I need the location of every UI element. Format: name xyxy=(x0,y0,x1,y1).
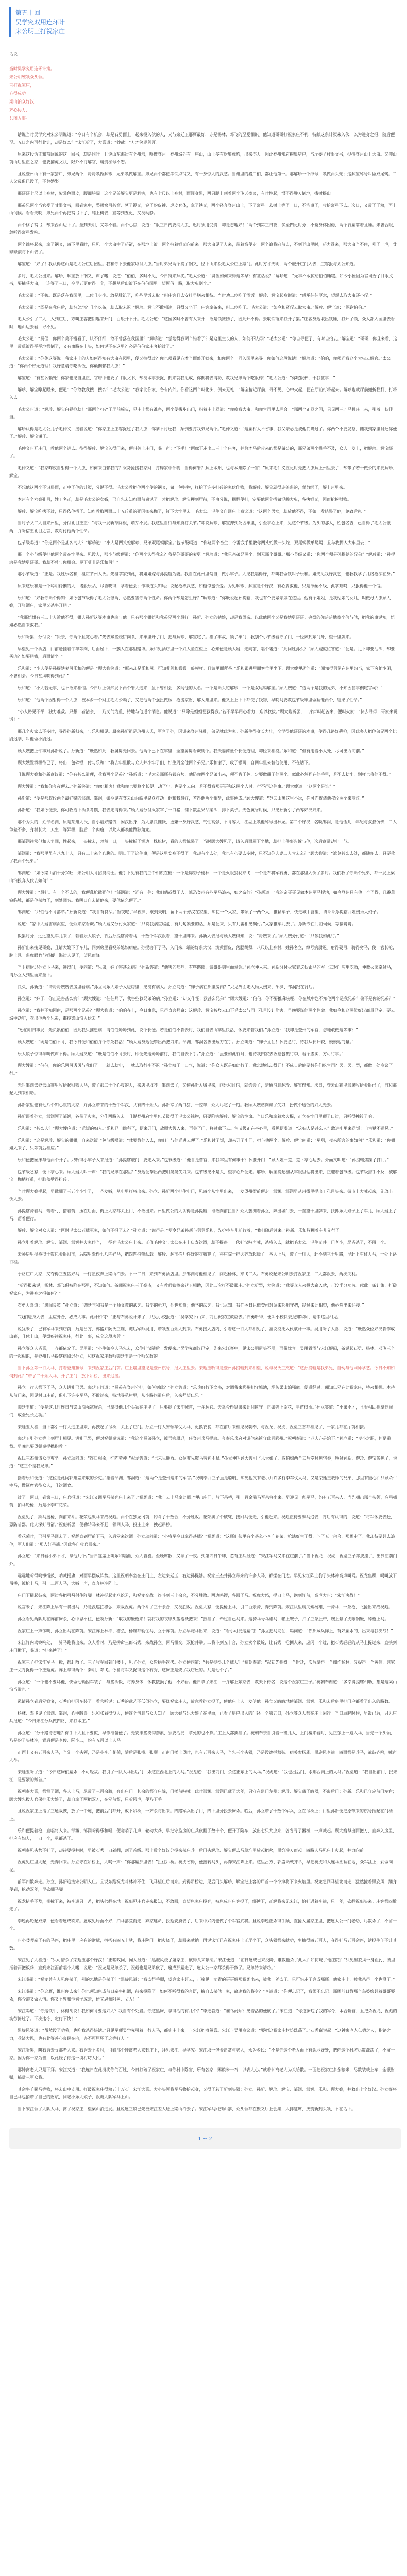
paragraph: 邹渊道：“我那里虽有八九十人，只有二十来个心腹的。明日干了这件事，便是这里安身不得了。我却有个去处，我也有心要去多时，只不知你夫妻二人肯去么？”顾大嫂道：“遮莫甚么去处，都随你去，只要救了我两个兄弟。” xyxy=(9,851,395,863)
paragraph: 说犹未了，已有军马来到店前，乃是吕方、郭盛并阮氏三雄，随后军师吴用，带领五百余人到来。石勇接入店内，引着这一行人都相见了，备说投托入伙献计一事。吴用听了大喜，说道：“既然众位好汉肯作成山寨，且休上山，便烦疾往祝家庄，行此一事，成全这段功劳。” xyxy=(9,1327,395,1339)
verse-line: 三打祝家庄， xyxy=(9,83,34,88)
paragraph: 乐和便把匣床与他两个开了。只听得小牢子入来报道：“孙提辖敲门，要走入来。”包节级道：“他自是营官，来我牢里有何事干？休要开门！”顾大嫂一踅，踅下亭心边去。外面又叫道：“孙提辖焦躁了打门。” xyxy=(18,1158,389,1162)
paragraph: 那哥哥七尺以上身材，紫棠色面皮，腰细膀阔。这个兄弟解宝更是利害，也有七尺以上身材，面圆身黑，两只腿上刺着两个飞天夜叉，有时性起，恨不得腾天倒地，拔树摇山。 xyxy=(18,191,335,196)
paragraph: 孙新家里也有七八个知心腹的火家，并孙立带来的十数个军汉，共有四十余人。孙新宰了两口猪、一腔羊，众人尽吃了一饱。教顾大嫂贴肉藏了尖刀，扮做个送饭的妇人先去。 xyxy=(18,1103,335,1107)
paragraph: 孙立道：“分十路待怎地？你手下人且不要慌，早作准备便了。先安排些挠钩套索，须要活捉，拿死的也不算。”庄上人都披挂了。祝朝奉亲自引着一班儿人，上门楼来看时，见正东上一彪人马，当先一个头领，乃是豹子头林冲，背后便是李俊、阮小二，约有五百以上人马。 xyxy=(9,1731,395,1743)
paragraph: 本州有个六案孔目，姓王名正，却是毛太公的女婿，已自先去知府面前禀说了。才把解珍、解宝押到厅前，不由分说，捆翻便打，定要他两个招做混赖大虫，各执钢叉，因而抢掳财物。 xyxy=(18,497,351,502)
paragraph: 原来这乐和是一个聪明伶俐的人，诸般乐品，尽皆晓得，学着便会；作事道头知尾；说起枪棒武艺，如糖似蜜价爱。为见解珍、解宝是个好汉，有心要救他，只是单丝不线，孤掌难鸣，只报得他一个信。 xyxy=(18,584,384,588)
greeting: 话说…… xyxy=(9,52,26,56)
highlighted-paragraph: 当下孙立等一行人马，打着登州旗号，来到祝家庄后门前。庄上墙里望见是登州旗号，报入庄里去。栾廷玉听得是登州孙提辖到来相望，说与祝氏三杰道：“这孙提辖是我弟兄，自幼与他同师学艺。今日不知如何到此？”带了二十余人马，开了庄门，放下吊桥，出来迎接。 xyxy=(9,1366,395,1378)
paragraph: 顾大嫂道：“最好。有一个不去的，我便乱枪戳死他！”邹润道：“还有一件：我们倘或得了人，诚恐登州有些军马追来，如之奈何？”孙新道：“我的亲哥哥见做本州军马提辖，如今登州只有他一个了得，几番草寇临城，都是他杀散了，到处闻名。我明日自去请他来，要他依允便了。” xyxy=(9,890,395,903)
paragraph: 去卧房里搜检得十数包金银财宝，后院里牵得七八匹好马，把四匹捎带驮载。解珍、解宝拣几件好的衣服穿了，将庄院一把火齐放起烧了。各人上马，带了一行人，赶不到三十里路，早赶上车仗人马，一处上路行程。 xyxy=(9,1252,397,1264)
paragraph: 毛太公道：“贤侄，你两个莫不错看了，认不仔细，敢不曾落在我园里？”解珍道：“恁地得我两个错看了？是这里生长的人，如何不认得？”毛太公道：“你自寻便了，有时自抬去。”解宝道：“哥哥，你且来看，这里一带草滚得平平地都倒了，又有血路在上头，如何说不在这里？必是伯伯家庄客抬过了。” xyxy=(9,336,398,349)
chapter-title-line-1: 吴学究双用连环计 xyxy=(15,19,65,26)
chapter-title-block xyxy=(9,7,398,37)
paragraph: 解珍、解宝吃拷不过，只得依他招了。知府教取两面二十五斤重的死囚枷来枷了，钉下大牢里去。毛太公、毛仲义自回庄上商议道：“这两个男女，却放他不得，不如一发结果了他，免致后患。” xyxy=(18,509,366,514)
paragraph: 指着乐和便道：“这位是此间郓州差来取的公吏。”指着邹渊、邹润道：“这两个是登州送来的军官。”祝朝奉并三子虽是聪明，却见他又有老小并许多行李车仗人马，又是栾廷玉教师的兄弟，那里有疑心？只顾杀牛宰马，做筵席管待众人，且饮酒食。 xyxy=(9,1476,397,1488)
paragraph: 那邹润往常但和人争闹，性起来，一头撞去，忽然一日，一头撞折了涧边一株松树，看的人都惊呆了。当时顾大嫂见了，请入后面屋下坐地，却把上件事告诉与他，次后商量劫牢一节。 xyxy=(18,839,351,844)
paragraph: 其余牛羊骡马等物，将去山中支用。打破祝家庄得粮五十万石。宋江大喜。大小头领将军马收拾起身，又得了若干新到头领：孙立、孙新、解珍、解宝、邹渊、邹润、乐和、顾大嫂，并救出七个好汉。孙立等将自己马也捎带了自己的财赋，同老小乐大娘子，跟随大队军马上山。 xyxy=(9,2087,397,2099)
paragraph: 毛太公道：“你休这等说。我家庄上的人如何得知有大虫在园里，便又抬得过？你也须看见方才当面敲开锁来，和你两个一同入园里来寻。你如何这般说话！”解珍道：“伯伯，你须还我这个大虫去解官。”太公道：“你两个好无道理！我好意请你吃酒饭，你颠倒赖我大虫！” xyxy=(9,356,391,368)
paragraph: 解宝道：“有甚么赖处！你家也见当里正，官府中也委了甘限文书，却没本事去捉，倒来就我见成，你倒将去请功，教我兄弟两个吃限棒！”毛太公道：“你吃限棒，干我甚事！” xyxy=(18,376,335,380)
paragraph: 看花荣时，已引军马回去了。祝彪直到厅前下马，入后堂来饮酒。孙立动问道：“小将军今日拿得甚贼？”祝彪道：“这厮们伙里有个甚么小李广花荣，枪法好生了得，斗了五十余合，那厮走了。我却待要赶去追他，军人们道：‘那人好弓箭。’因此各自收兵回来。” xyxy=(9,1534,395,1547)
verse-line: 梁山泊众好汉， xyxy=(9,99,38,104)
paragraph: 正西上又有五百来人马，当先一个头领，乃是小李广花荣，随后是张横、张顺。正南门楼上望时，也有五百来人马，当先三个头领，乃是没遮拦穆弘、病关索杨雄、黑旋风李逵。四面都是兵马，战鼓齐鸣，喊声大举。 xyxy=(9,1750,397,1762)
body-text xyxy=(9,131,398,1360)
paragraph: 孙立等众人皆喜，一齐都依允了。吴用道：“小生如今人马先去，众位好汉随后一发便来。”吴学究商议已定，先来宋江寨中，见宋公明眉头不展，面带忧容。吴用置酒与宋江解闷，备说起石勇、杨林、邓飞三个的一起相识，是登州兵马提辖病尉迟孙立，和这祝家庄教师栾廷玉是一个师父教的。 xyxy=(9,1346,395,1359)
verse-line: 宋公明统领众头领。 xyxy=(9,75,46,79)
paragraph: “恐怕明日事发，先负累伯伯，因此我只推患病，请伯伯姆姆到此，说个长便。若是伯伯不肯去时，我们自去山寨里快活，休要来管我们。”孙立道：“我却是登州的军官，怎地敢做这等事？” xyxy=(18,1028,358,1032)
paragraph: 邹渊道：“如今梁山泊十分兴旺，宋公明大肯招贤纳士。他手下见有我的三个相识在彼：一个是锦豹子杨林，一个是火眼狻猊邓飞，一个是石将军石勇，都在那里入伙了多时。我们救了你两个兄弟，都一发上梁山泊投奔入伙去如何？” xyxy=(9,871,395,883)
paragraph: 说言未了，宋江阵上早有一将出马，乃是没遮拦穆弘，来战祝虎。两个斗了三十余合，又没胜败。祝彪大怒，便提枪上马，引二百余骑，奔到阵前。宋江队里病关索杨雄，一骑马，一条枪，飞抢出来战祝彪。 xyxy=(18,1605,393,1609)
paragraph: 庄门下擂起鼓来，两边各把弓弩射住阵脚。林冲挺起丈八蛇矛，和祝龙交战。连斗到三十余合，不分胜败。两边鸣锣，各回了马。祝虎大怒，提刀上马，跑到阵前，高声大叫：“宋江决战！” xyxy=(18,1593,360,1598)
paragraph: 于路庄户人家，又夺得三五匹好马，一行星夜奔上梁山泊去。不一二日，来到石勇酒店里。那邹渊与他相见了，问起杨林、邓飞二人。石勇说起宋公明去打祝家庄，二人都跟去，两次失利。 xyxy=(18,1272,360,1276)
paragraph: 顾大嫂道：“既是伯伯不肯，我今日便和伯伯并个你死我活！”顾大嫂身边便掣出两把刀来。邹渊、邹润各拔出短刀在手。孙立叫道：“婶子且住！休要急行，待我从长计较，慢慢地商量。” xyxy=(18,1040,354,1044)
paragraph: 李逵再轮起双斧，便看着扈成砍来。扈成见局面不好，拍马落荒而走，弃家逃命，投延安府去了，后来中兴内也做了个军官武将。且说李逵正杀得手顺，直抢入扈家庄里，把扈太公一门老幼，尽数杀了，不留一个。 xyxy=(9,1919,397,1931)
paragraph: 原来这段话正和前回说的这一回书，却是同时。且说山东海边有个州郡，唤做登州。登州城外有一座山，山上多有豺狼虎豹，出来伤人。因此登州知府拘集猎户，当厅委了杖限文书，捉捕登州山上大虫。又仰山前山后里正之家，也要捕虎文状，限外不行解官，痛责枷号不恕。 xyxy=(9,152,397,164)
paragraph: 黑旋风笑道：“虽然没了功劳，也吃我杀得快活。”只见军师吴学究引着一行人马，都到庄上来，与宋江把盏贺喜。宋江与吴用商议道：“要把这祝家庄村坊洗荡了。”石秀禀说起：“这钟离老人仁德之人，指路之力，救济大恩，也有此等善心良民在内，亦不可屈坏了这等好人。” xyxy=(9,2028,391,2041)
paragraph: 那小节级道：“正是。我姓乐名和，祖贯茅州人氏。先祖挈家到此，将姐姐嫁与孙提辖为妻。我自在此州里勾当，做小牢子。人见我唱得好，都叫我做铁叫子乐和。姐夫见我好武艺，也教我学了几路枪法在身。” xyxy=(18,572,395,577)
paragraph: 那几个火家去不多时，寻得孙新归来，与乐和相见。原来孙新祖是琼州人氏，军官子孙，因调来登州驻扎，弟兄就此为家。孙新生得身长力壮，全学得他哥哥的本事，使得几路好鞭枪，因此多人把他弟兄两个比尉迟恭，叫他做小尉迟。 xyxy=(9,729,397,741)
paragraph: 说道：“家中大嫂害病沉重，便烦来家看觑。”顾大嫂又分付火家道：“只说我病重临危，有几句紧要的话，须是便来，只有几番相见嘱付。”火家推车儿去了。孙新专在门前伺候，等接哥哥。 xyxy=(18,922,356,926)
verse-line: 方得成功。 xyxy=(9,91,30,96)
paragraph: 孙立道：“我并不知因由，是那两个兄弟？”顾大嫂道：“伯伯在上，今日事急，只得直言拜禀：这解珍、解宝被登云山下毛太公与同王孔目设计陷害，早晚要谋他两个性命。我如今和这两位好汉商量已定，要去城中劫牢，救出他两个兄弟，都投梁山泊入伙去。” xyxy=(9,1008,395,1021)
paragraph: 那一个小节级便把他两个带在牢里来。见没人，那小节级便道：“你两个认得我么？我是你哥哥的妻舅。”解珍道：“我只亲弟兄两个，别无那个哥哥。”那小节级又道：“你两个须是孙提辖的兄弟？”解珍道：“孙提辖是我姑舅哥哥。我却不曾与你相会。足下莫非是乐和舅？” xyxy=(9,552,396,565)
paragraph: 叫小喽啰牵了有的马匹，把庄里一应有的财赋，捎搭有四五十驮，将庄院门一把火烧了，却回来献纳。再说宋江已在祝家庄上正厅坐下，众头领都来献功，生擒得四五百人，夺得好马五百余匹，活捉牛羊不计其数。 xyxy=(9,1938,397,1951)
paragraph: 乐和道：“小人若无事，也不敢来相恼。今日厅上偶然发下两个罪人进来，虽不曾相会，多闻他的大名。一个是两头蛇解珍，一个是双尾蝎解宝。”顾大嫂道：“这两个是我的兄弟，不知因甚事倒吃官司？” xyxy=(18,686,383,690)
paragraph: 解宝道：“好了！我认得这山是毛太公庄后园里。我和你下去他家取讨大虫。”当时弟兄两个提了钢叉，径下山来投毛太公庄上敲门。此时方才天明，两个敲开庄门入去，庄客报与太公知道。 xyxy=(18,262,358,266)
paragraph: 栾廷玉道：“便是这几时连日与梁山泊强寇厮杀，已拿得他几个头领在庄里了。只要捉了宋江贼首，一并解官。天幸今得贤弟来此间镇守。正如锦上添花，旱苗得雨。”孙立笑道：“小弟不才，且看相助捉拿这厮们，成全兄长之功。” xyxy=(9,1405,393,1417)
paragraph: 顾大嫂道：“伯伯，你的乐阿舅透风与我们了。一就去劫牢，一就去取行李不迟。”孙立叹了一口气，说道：“你众人既是如此行了，我怎地推却得开！不成日后倒要替你们吃官司？罢，罢，罢，都做一处商议了行。” xyxy=(9,1063,393,1076)
paragraph: 孙新出来接见哥嫂，且请大嫂下了车儿，同到房里看视弟媳妇病症。孙提辖下了马，入门来，端的好条大汉，淡黄面皮，落腮胡须，八尺以上身材，姓孙名立，绰号病尉迟。射得硬弓，骑得劣马，使一管长枪，腕上悬一条虎眼竹节钢鞭。海边人见了，望风而降。 xyxy=(9,945,397,958)
paragraph: 话说当时吴学究对宋公明说道：“今日有个机会，却是石勇面上一起来投入伙的人，又与栾廷玉那厮最好，亦是杨林、邓飞的至爱相识。他知道哥哥打祝家庄不利，特献这条计策来入伙，以为进身之报，随后便至。五日之内可行此计，却是好么？”宋江听了，大喜道：“妙哉！”方才笑逐颜开。 xyxy=(9,132,395,145)
paragraph: 远远地听得鸣锣擂鼓，呐喊摇旗，对面早摆成阵势。这里祝朝奉坐在庄门上，左边栾廷玉，右边孙提辖。祝家三杰并孙立带来的许多人马，都摆在门边。早见宋江阵上豹子头林冲高声叫骂。祝龙焦躁，喝叫放下吊桥，绰枪上马，引一二百人马，大喊一声，直奔林冲阵上。 xyxy=(9,1573,397,1586)
paragraph: 当时顾大嫂手起，早戳翻了三五个小牢子，一齐发喊，从牢里打将出来。孙立、孙新两个把住牢门，见四个从牢里出来，一发望州衙前便走。邹渊、邹润早从州衙里提出王孔目头来。街市上大喊起来，先放出一伙人去。 xyxy=(9,1189,397,1201)
paragraph: 过了一两日，到第三日，庄兵报道：“宋江又调军马杀奔庄上来了。”祝彪道：“我自去上马拿此贼。”便出庄门，放下吊桥，引一百余骑马军杀将出来。早迎见一彪军马，约有五百来人。当先拥出那个头领，弯弓插箭，拍马轮枪，乃是小李广花荣。 xyxy=(9,1495,397,1507)
paragraph: 且说祝家庄上擂了三通战鼓，放了一个炮，把前后门都开，放下吊桥，一齐杀将出来。四路军兵出了门，四下里分投去厮杀。临后，孙立带了十数个军兵，立在吊桥上；门里孙新便把原带来的旗号插起在门楼上。 xyxy=(9,1809,393,1821)
paragraph: 两个跳将起来，拿了钢叉，四下里看时，只见一个大虫中了药箭，在那地上滚。两个拈着钢叉向前来。那大虫见了人来，带着箭便走。两个追将向前去，不到半山里时，药力透来，那大虫当不住，吼了一声，骨碌碌滚将下山去了。 xyxy=(9,242,397,255)
paragraph: 乐和道：“他两个因射得一个大虫，被本乡一个财主毛太公赖了，又把他两个强扭做贼，抢掳家财，解入州里来。他又上上下下都使了钱物，早晚间要教包节级牢里做翻他两个，结果了性命。” xyxy=(18,698,362,702)
paragraph: 孙立一行人都下了马，众人讲礼已罢。栾廷玉问道：“贤弟在登州守把，如何到此？”孙立答道：“总兵府行下文书，对调我来郓州把守城池，堤防梁山泊强寇。便道经过，闻知仁兄在此祝家庄，特来相探。本待从前门来，因见村口庄前，俱屯下许多军马，不敢过来，特地寻觅村里，从小路问道庄后，入来拜望仁兄。” xyxy=(9,1385,395,1398)
paragraph: 且说顾大嫂和孙新商议道：“你有甚么道理，救我两个兄弟？”孙新道：“毛太公那厮有钱有势，他防你两个兄弟出来，须不肯干休，定要做翻了他两个。似此必然死在他手里，若不去劫牢，别样也救他不得。” xyxy=(18,772,391,777)
verse-block xyxy=(9,65,398,123)
paragraph: 乐大娘子惊得半晌做声不得。顾大嫂又道：“既是伯伯不肯去时，即便先送姆姆前行，我们自去下手。”孙立道：“虽要如此行时，也待我归家去收拾包裹行李，看个虚实，方可行事。” xyxy=(18,1052,344,1056)
paragraph: 祝龙措手不及，倒撞下来，被李逵只一斧，把头劈翻在地。祝彪见庄兵走来报知，不敢回，直望扈家庄投奔，被扈成叫庄客捉了，绑缚下，正解将来见宋江，恰好遇着李逵，只一斧，砍翻祝彪头来。庄客都四散走了。 xyxy=(9,1899,397,1911)
paragraph: 多时，毛太公出来。解珍、解宝放下钢叉，声了喏，说道：“伯伯，多时不见，今日特来拜扰。”毛太公道：“贤侄如何来得这等早？有甚话说？”解珍道：“无事不敢惊动伯伯睡寝。如今小侄因为官司委了甘限文书，要捕获大虫，一连等了三日，今早五更射得一个，不想从后山滚下在伯伯园里。望烦借一路，取大虫则个。” xyxy=(9,274,393,286)
paragraph: 祝家庄上一声锣响，孙立出马在阵前。宋江阵上林冲、穆弘、杨雄都勒住马，立于阵前。孙立早跑马出来，说道：“看小可捉这厮们！”孙立把马兜住，喝问道：“你那贼兵阵上，有好厮杀的，出来与我决战！” xyxy=(18,1629,393,1633)
paragraph: 早望见一个酒店，门前悬挂着牛羊等肉，后面屋下，一簇人在那里赌博。乐和见酒店里一个妇人坐在柜上，心知便是顾大嫂，走向前，唱个喏道：“此间姓孙么？”顾大嫂慌忙答道：“便是。足下却要沽酒，却要买肉？如要赌钱，后面请坐。” xyxy=(9,647,395,659)
paragraph: 解珍、解宝对众人道：“叵耐毛太公老贼冤家，如何不报了去？”孙立道：“说得是。”便令兄弟孙新与舅舅乐和，先护持车儿前行着，“我们随后赶来。”孙新、乐和簇拥着车儿先行了。 xyxy=(18,1228,344,1233)
paragraph: 孙新跟着孙立，邹渊领了邹润，各带了火家，分作两路入去。且说登州府牢里包节级得了毛太公钱物，只要陷害解珍、解宝的性命。当日乐和拿着水火棍，正立在牢门里狮子口边，只听得拽铃子响。 xyxy=(18,1114,376,1119)
paragraph: 包节级喝道：“你这两个是甚么鸟人？”解珍道：“小人是两头蛇解珍，兄弟双尾蝎解宝。”包节级喝道：“你这两个畜生！今番我手里教你两头蛇做一头蛇，双尾蝎做单尾蝎！且与我押入大牢里去！” xyxy=(18,540,370,545)
paragraph: 宋江喝道：“你这厮，谁叫你去来？你也须知扈成前日牵牛担酒，前来投降了。如何不听得我的言语，擅自去杀他一家，故违我的将令？”李逵道：“你便忘记了，我须不忘记。那厮前日教那个鸟婆娘赶着哥哥要杀，你今却又做人情。你又不曾和他妹子成亲，便又思量阿舅、丈人！” xyxy=(9,1989,395,2002)
pagination xyxy=(9,2128,401,2149)
paragraph: 孙立道：“来日看小弟不才，拿他几个。”当日筵席上叫乐和唱曲，众人皆喜。至晚席散，又歇了一夜。到第四日午牌，忽有庄兵报道：“宋江军马又来在庄前了。”当下祝龙、祝虎、祝彪三子都披挂了，出到庄前门外。 xyxy=(9,1554,397,1566)
paragraph: 毛太公叫道：“解珍、解宝白昼抢劫！”那两个打碎了厅前椅桌，见庄上都有准备，两个便拔步出门，指着庄上骂道：“你赖我大虫，和你官司里去理会！”那两个正骂之间，只见两三匹马投庄上来，引着一伙伴当。 xyxy=(9,407,393,419)
paragraph: 祝虎见庄里火起，先奔回来。孙立守在吊桥上，大喝一声：“你那厮那里去！”拦住吊桥。祝虎省得，便拨转马头，再奔宋江阵上来。这里吕方、郭盛两戟齐举，早把祝虎和人连马搠翻在地，众军乱上，剁做肉泥。 xyxy=(9,1860,393,1872)
paragraph: 包节级忿怒，便下亭心来。顾大嫂大叫一声：“我的兄弟在那里？”身边便掣出两把明晃晃尖刀来。包节级见不是头，望亭心外便走。解珍、解宝提起枷从牢眼里钻将出来，正迎着包节级。包节级措手不及，被解宝一枷梢打重，把脑盖劈得粉碎。 xyxy=(9,1170,397,1182)
paragraph: 宋江喝道：“你这铁牛，休得胡说！我如何肯要这妇人？我自有个处置。你这黑厮，拿得活的有几个？”李逵答道：“谁鸟耐烦？见着活的便砍了。”宋江道：“你这厮违了我的军令，本合斩首，且把杀祝龙、祝彪的功劳折过了。下次违令，定行不饶！” xyxy=(9,2009,397,2021)
paragraph: 宋江阵内鸾铃响处，一骑马跑将出来。众人看时，乃是拚命三郎石秀，来战孙立。两马相交，双枪并举。二将斗到五十合，孙立卖个破绽，让石秀一枪搠入来，虚闪一个过，把石秀轻轻的从马上捉过来，直挟到庄门撇下，喝道：“把来缚了！” xyxy=(9,1640,397,1653)
paragraph: 祝朝奉大喜，都赏了酒，各人上马，尽带了三百余骑，奔出庄门。其余的都守庄院，门楼前呐喊。此时邹渊、邹润已藏了大斧，只守在监门左侧；解珍、解宝藏了暗器，不离后门；孙新、乐和已守定前门左右；顾大嫂先拨人兵保护乐大娘子，却自拿了两把双刀，在堂前踅，只听风声，便乃下手。 xyxy=(9,1789,397,1802)
paragraph: 孙提辖骑着马，弯着弓，搭着箭，压在后面，街上人家都关上门，不敢出来。州里做公的人认得是孙提辖，谁敢向前拦当？众人簇拥着孙立，奔出城门去，一直望十里牌来，扶搀乐大娘子上了车儿，顾大嫂上了马，帮着便行。 xyxy=(9,1209,397,1221)
paragraph: 宋江听罢，叫石秀去寻那老人来。石秀去不多时，引着那个钟离老人来到庄上，拜见宋江、吴学究。宋江取一包金帛赏与老人，永为乡民：“不是你这个老人面上有恁地好处，把你这个村坊尽数洗荡了，不留一家。因为你一家为善，以此饶了你这一境村坊人民。” xyxy=(9,2048,395,2060)
pagination-label[interactable]: 1 ~ 2 xyxy=(198,2136,212,2142)
paragraph: 孙立看见两队儿在阵前厮杀，心中忍不住，便唤孙新：“取我的鞭枪来！就将我的衣甲头盔袍袄把来！”披挂了，牵过自己马来。这骑马号乌骓马，鞴上鞍子，扣了三条肚带，腕上悬了虎眼钢鞭，绰枪上马。 xyxy=(18,1617,389,1621)
paragraph: 祝家三子把宋江军马一搅，都赶散了。三子收军回到门楼下，见了孙立，众皆拱手钦伏。孙立便问道：“共是捉得几个贼人？”祝朝奉道：“起初先捉得一个时迁，次后拿得一个细作杨林，又捉得一个黄信，扈家庄一丈青捉得一个王矮虎。阵上拿得两个：秦明、邓飞。今番将军又捉得这个石秀，这厮正是烧了我店屋的。共是七个了。” xyxy=(9,1660,395,1672)
paragraph: 孙新道：“我如今便去，你可收拾下酒食肴馔，我去定请得来。”顾大嫂分付火家宰了一口猪，铺下数盘果品案酒，排下桌子。天色黄昏时候，只见孙新引了两筹好汉归来。 xyxy=(18,808,325,812)
paragraph: 且说登州山下有一家猎户，弟兄两个，哥哥唤做解珍，兄弟唤做解宝。弟兄两个都使浑铁点钢叉，有一身惊人的武艺。当州里的猎户们，都让他第一。那解珍一个绰号，唤做两头蛇；这解宝绰号叫做双尾蝎。二人父母俱已没了，不曾婚娶。 xyxy=(9,172,397,184)
paragraph: 孙立引着解珍、解宝、邹渊、邹润并火家伴当，一径奔毛太公庄上来。正值毛仲义与太公在庄上庆寿饮酒，却不提备。一伙好汉呐声喊，杀将入去，就把毛太公、毛仲义并一门老小，尽皆杀了，不留一个。 xyxy=(18,1240,388,1245)
paragraph: 乐和道：“甚么人？”顾大嫂应道：“送饭的妇人。”乐和已自瞧科了，便来开门，放顾大嫂入来，再关了门，将过廊下去。包节级正在亭心里，看见便喝道：“这妇人是甚么人？敢进牢里来送饭！自古狱不通风。” xyxy=(18,1126,393,1131)
paragraph: 孙新道：“便是那叔侄两个最好赌的邹渊、邹润，如今见在登云山台峪里聚众打劫。他和我最好，若得他两个相帮，此事便成。”顾大嫂道：“登云山离这里不远，你可连夜请他叔侄两个来商议。” xyxy=(18,796,364,801)
paragraph: 先叫邹渊去登云山寨里收拾起财物人马，带了那二十个心腹的人，来店里取齐。邹渊去了，又使孙新入城里来，问乐和讨信，就约会了，暗通消息解珍、解宝得知。次日，登云山寨里邹渊收拾金银已了，自和那起人到来相助。 xyxy=(9,1083,397,1095)
paragraph: 毛仲义叫开庄门，教他两个进去。待得解珍、解宝入得门来，便叫关上庄门，喝一声：“下手！”两廊下走出二三十个庄客，并恰才马后带来的都是做公的，那兄弟两个措手不及，众人一发上，把解珍、解宝绑了。 xyxy=(9,446,393,459)
paragraph: 孙立道：“婶子，你正是害甚么病？”顾大嫂道：“伯伯拜了，我害些救兄弟的病。”孙立道：“却又作怪！救甚么兄弟？”顾大嫂道：“伯伯，你不要推聋装哑，你在城中岂不知他两个是我兄弟？偏不是你的兄弟？” xyxy=(18,996,396,1001)
paragraph: 石勇大喜道：“愿闻良策。”孙立道：“栾廷玉和我是一个师父教的武艺。我学的枪刀，他也知道；他学的武艺，我也尽知。我们今日只做登州对调来郓州守把，经过来此相望，他必然出来迎接。” xyxy=(18,1303,364,1308)
paragraph: 当下宋江领了大队人马，离了祝家庄，望梁山泊进发。且说扈三娘已先被宋江差人送上梁山泊去了。宋江军马回到山寨，众头领都在聚义厅上会集，大排筵席，庆贺新到头领，不在话下。 xyxy=(18,2107,355,2111)
paragraph: 当时子父二人自来州里，分付孔目王正：“与我一发斩草除根，萌芽不发。我这里自行与知府打关节。”却说解珍、解宝押到死囚牢里，引至亭心上来，见这个节级。为头的那人，姓包名吉，已自得了毛太公银两，并听信王孔目之言，教对付他两个性命。 xyxy=(9,521,391,533)
paragraph: 祝彪见了，跃马挺枪，向前来斗。花荣也纵马来战祝彪。两个在独龙冈前，约斗了十数合，不分胜败。花荣卖了个破绽，拨回马便走，引他赶来。祝彪正待要纵马追去，背后有认得的，说道：“将军休要去赶，恐防暗器。此人深好弓箭。”祝彪听罢，便勒转马来不赶，领回人马，投庄上来，拽起吊桥。 xyxy=(9,1515,395,1527)
paragraph: 不想他这两个不识局面，正中了他的计策，分说不得。毛太公教把他两个使的钢叉，做一包赃物，扛抬了许多打碎的家伙什物，将解珍、解宝剥得赤条条的，背剪绑了，解上州里来。 xyxy=(18,485,347,490)
verse-line: 当时吴学究用连环计策。 xyxy=(9,66,55,71)
verse-line: 共图大事。 xyxy=(9,116,30,121)
paragraph: 毛太公道：“不妨。既是落在我园里，二位且少坐。敢是肚饥了，吃些早饭去取。”叫庄客且去安排早膳来相待。当时劝二位吃了酒饭。解珍、解宝起身谢道：“感承伯伯厚意，望烦去取大虫还小侄。” xyxy=(18,293,372,298)
paragraph: 毛仲义道：“我家昨夜自射得一个大虫，如何来白赖我的？乘势抢掳我家财，打碎家中什物，当得何罪？解上本州，也与本州除了一害！”原来毛仲义五更时先把大虫解上州里去了，却带了若干做公的来捉解珍、解宝。 xyxy=(9,466,397,478)
verse-line: 齐心协力， xyxy=(9,108,30,112)
paragraph: 顾大嫂置酒相待已了，将出一包碎银，付与乐和：“将去牢里散与众人并小牢子们，好生周全他两个弟兄。”乐和谢了，收了银两，自回牢里来替他使用，不在话下。 xyxy=(18,760,313,765)
paragraph: “我们进身入去，里应外合，必成大事。此计如何？”正与石勇说计未了，只见小校报道：“吴学究下山来，前往祝家庄救应去。”石勇听得，便叫小校快去报知军师，请来这里相见。 xyxy=(18,1315,342,1319)
paragraph: 两个移了窝弓，却来西山边下了。坐到天明，又等不着。两个心焦，说道：“限三日内要纳大虫，迟时须用受责，却是怎地好！”两个到第三日夜，伏至四更时分，不觉身体困倦，两个背厮靠着且睡。未曾合眼，忽听得窝弓发响。 xyxy=(9,223,397,235)
paragraph: 顾大嫂把上件事对孙新说了。孙新道：“既然如此，教舅舅先回去。他两个已下在牢里，全望舅舅看觑则个。我夫妻商量个长便道理，却径来相投。”乐和道：“但有用着小人处，尽可出力向前。” xyxy=(18,749,364,753)
paragraph: 乐和便提着枪，直唱将入来。邹渊、邹润听得乐和唱，便唿哨了几声，轮动大斧，早把守监房的庄兵砍翻了数十个，便开了陷车，放出七只大虫来，各各寻了器械，一声喊起。顾大嫂掣出两把刀，直奔入房里，把应有妇人，一刀一个，尽都杀了。 xyxy=(9,1828,397,1841)
paragraph: 乐和道：“好教你两个得知：如今包节级得了毛太公银两，必然要害你两个性命。你两个却是怎生好？”解珍道：“你既说起孙提辖，我也有个要紧亲戚在这里。他有个姐姐，是我姑娘的女儿，叫做母大虫顾大嫂，开张酒店，家里又杀牛开赌。” xyxy=(9,596,391,608)
paragraph: 祝朝奉见头势不好了，却待要投井时，早被石秀一刀剁翻，割了首级。那十数个好汉分投来杀庄兵。后门头解珍、解宝便去马草堆里放起把火，黑焰冲天而起。四路人马见庄上火起，并力向前。 xyxy=(18,1848,368,1853)
body-text-after xyxy=(9,1384,398,2113)
paragraph: 解珍、解宝睁起眼来，便道：“你敢教我搜一搜么？”毛太公道：“我家比你家，各有内外。你看这两个叫化头，倒来无礼！”解宝抢近厅前，寻不见，心中火起，便在厅前打将起来。解珍也就厅前搬折栏杆，打将入去。 xyxy=(9,387,397,400)
paragraph: 解珍认得是毛太公儿子毛仲义，接着说道：“你家庄上庄客捉过了我大虫，你爹不讨还我，颠倒要打我弟兄两个。”毛仲义道：“这厮村人不省事，我父亲必是被他们瞒过了。你两个不要发怒，随我到家里讨还你便了。”解珍、解宝谢了。 xyxy=(9,427,397,439)
paragraph: 邹渊道：“只怕他不肯落草。”孙新说道：“我自有良法。”当夜吃了半夜酒，歇到天明，留下两个好汉在家里，却使一个火家，带领了一两个人，推辆车子，快走城中营里，请哥哥孙提辖并嫂嫂乐大娘子。 xyxy=(18,910,381,914)
paragraph: 顾大嫂道：“我和你今夜便去。”孙新笑道：“你好粗卤！我和你也要算个长便。劫了牢，也要个去向。若不得我那哥哥和这两个人时，行不得这件事。”顾大嫂道：“这两个是谁？” xyxy=(18,784,335,789)
paragraph: 当下病尉迟孙立下马来，进得门，便问道：“兄弟，婶子害甚么病？”孙新答道：“他害的病症，有些跷蹊，请哥哥到里面说话。”孙立便入来。孙新分付火家着这伙跟马的军士去对门店里吃酒，便教火家牵过马，请孙立入到里面来坐下。 xyxy=(9,965,395,977)
paragraph: 毛太公道：“既是在我庄后，却怕怎地？且坐吃茶，却去取未迟。”解珍、解宝不敢相违，只得又坐下。庄客拿茶来，叫二位吃了。毛太公道：“如今和贤侄去取大虫。”解珍、解宝道：“深谢伯伯。” xyxy=(18,305,366,310)
paragraph: 邀请孙立到后堂筵宴，石秀自把囚车装了。看官听说：石秀的武艺不低似孙立，要赚祝家庄人，故意教孙立捉了，使他庄上人一发信他。孙立又暗暗地使邹渊、邹润、乐和去后房里把门户都看了出入的路数。 xyxy=(18,1699,393,1704)
paragraph: “我那姐姐有三二十人近他不得，姐夫孙新这等本事也输与他。只有那个姐姐和我弟兄两个最好。孙新、孙立的姑娘，却是我母亲。以此他两个又是我姑舅哥哥。央烦的你暗暗地寄个信与他，把我的事说知，姐姐必然自来救我。” xyxy=(9,615,395,628)
paragraph: 那钟离老人只是下拜。宋江又道：“我连日在此搅扰你们百姓，今日打破了祝家庄，与你村中除害，所有各家，赐粮米一石，以表人心。”就着钟离老人为头给散。一面把祝家庄多余粮米，尽数装载上车，金银财赋，犒赏三军众将。 xyxy=(9,2067,395,2080)
paragraph: 那个为头的，姓邹名渊，原是莱州人氏，自小最好赌钱，闲汉出身，为人忠良慷慨，更兼一身好武艺，气性高强，不肯容人，江湖上唤他绰号出林龙。第二个好汉，名唤邹润，是他侄儿，年纪与叔叔仿佛，二人争差不多，身材长大，天生一等异相，脑后一个肉瘤，以此人都唤他做独角龙。 xyxy=(9,820,397,832)
paragraph: 良久，孙新道：“请哥哥嫂嫂去房里看病。”孙立同乐大娘子入进房里，见没有病人。孙立问道：“婶子病在那里房内？”只见外面走入顾大嫂来，邹渊、邹润跟在背后。 xyxy=(18,985,317,989)
paragraph: 饭罢时分，远远望见车儿来了，载着乐大娘子，背后孙提辖骑着马，十数个军汉跟着，望十里牌来。孙新入去报与顾大嫂得知，说：“哥嫂来了。”顾大嫂分付道：“只依我如此行。” xyxy=(18,934,340,938)
paragraph: 孙立道：“一个也不要坏他，快做七辆囚车装了，与些酒饭，将养身体，休教饿损了他，不好看。他日拿了宋江，一并解上东京去，教天下传名，说这个祝家庄三子。”祝朝奉谢道：“多幸得提辖相助，想是这梁山泊当败也。” xyxy=(9,1680,397,1692)
paragraph: 栾廷玉听了道：“今日这厮们厮杀，不可轻敌。我引了一队人马出后门，杀这正西北上的人马。”祝龙道：“我出前门，杀这正东上的人马。”祝虎道：“我也出后门，杀那西南上的人马。”祝彪道：“我自出前门，捉宋江，是要紧的贼首。” xyxy=(9,1770,398,1782)
chapter-number: 第五十回 xyxy=(15,9,41,16)
paragraph: 宋江喝道：“祝龙曾有人见你杀了，别的怎地是你杀了？”黑旋风道：“我砍得手顺，望扈家庄赶去，正撞见一丈青的哥哥解那祝彪出来，被我一斧砍了。只可惜走了扈成那厮。他家庄上，被我杀得一个也没了。” xyxy=(18,1977,395,1982)
paragraph: 栾廷玉引孙立等上到厅上相见。讲礼已罢，便对祝朝奉说道：“我这个贤弟孙立，绰号病尉迟，任登州兵马提辖。今奉总兵府对调他来镇守此间郓州。”祝朝奉道：“老夫亦是治下。”孙立道：“卑小之职，何足道哉。早晚也要望朝奉提携指教。” xyxy=(9,1436,391,1449)
paragraph: 前军四散奔走。孙立、孙新迎接宋公明入庄。且说东路祝龙斗林冲不住，飞马望庄后而来。到得吊桥边，见后门头解珍、解宝把庄客的尸首一个个撺将下来火焰里。祝龙急回马望北而走，猛然撞着黑旋风，踊身便到，抡动双斧，早砍翻马脚。 xyxy=(9,1879,397,1892)
paragraph: 乐和道：“小人便是孙提辖妻舅乐和的便是。”顾大嫂笑道：“原来却是乐和舅。可知尊颜和姆姆一般模样。且请里面拜茶。”乐和跟进里面客位里坐下。顾大嫂便动问道：“闻知得舅舅在州里勾当，家下穷忙少闲，不曾相会。今日甚风吹得到此？” xyxy=(9,666,395,679)
paragraph: 杨林、邓飞见了邹渊、邹润，心中暗喜。乐和张看得没人，便透个消息与众人知了。顾大嫂与乐大娘子在里面，已看了房户出入的门径。至第五日，孙立等众人都在庄上闲行。当日辰牌时候，早饭已后，只见庄兵报道：“今日宋江分兵做四路，来打本庄。” xyxy=(9,1711,397,1723)
paragraph: 毛太公引了二人，入到庄后，方叫庄客把钥匙来开门，百般开不开。毛太公道：“这园多时不曾有人来开，敢是锁簧锈了，因此开不得。去取铁锤来打开了罢。”庄客身边取出铁锤，打开了锁，众人都入园里去看时，遍山边去看，寻不见。 xyxy=(9,317,395,329)
paragraph: 乐和听罢，分付说：“贤亲，你两个且宽心着。”先去藏些烧饼肉食，来牢里开了门，把与解珍、解宝吃了。推了事故，锁了牢门，教别个小节级看守了门，一径奔到东门外，望十里牌来。 xyxy=(18,635,354,639)
paragraph: “听得报来说，杨林、邓飞俱被陷在那里，不知如何。备闻祝家庄三子豪杰，又有教师铁棒栾廷玉相助，因此二次打不破那庄。”孙立听罢，大笑道：“我等众人来投大寨入伙，正没半分功劳。献此一条计策，打破祝家庄，为进身之报如何？” xyxy=(9,1283,397,1296)
paragraph: 宋江见了大喜道：“只可惜杀了栾廷玉那个好汉！”正嗟叹间，闻人报道：“黑旋风烧了扈家庄，砍得头来献纳。”宋江便道：“前日扈成已来投降，谁教他杀了此人？如何烧了他庄院？”只见黑旋风一身血污，腰里插着两把板斧，直到宋江面前唱个大喏，说道：“祝龙是兄弟杀了，祝彪也是兄弟砍了，扈成那厮走了，扈太公一家都杀得干净了。兄弟特来请功。” xyxy=(9,1958,395,1970)
paragraph: 乐和道：“这是解珍、解宝的姐姐，自来送饭。”包节级喝道：“休要教他入去，你们自与他送进去便了。”乐和讨了饭，却来开了牢门，把与他两个。解珍、解宝问道：“舅舅，夜来所言的事如何？”乐和道：“你姐姐入来了，只等前后相应。” xyxy=(9,1138,396,1150)
paragraph: 祝氏三杰相请众位尊坐。孙立动问道：“连日相杀，征阵劳神。”祝龙答道：“也未见胜败。众位尊兄鞍马劳神不易。”孙立便叫顾大嫂引了乐大娘子、叔伯姆两个去后堂拜见宅眷；唤过孙新、解珍、解宝参见了，说道：“这三个是我兄弟。” xyxy=(9,1456,397,1468)
paragraph: 那弟兄两个当官受了甘限文书，回到家中，整顿窝弓药箭、弩子镋叉，穿了豹皮裤、虎皮套体，拿了铁叉，两个径奔登州山上，下了窝弓。去树上等了一日，不济事了，收拾窝弓下去。次日，又带了干粮，再上山伺候。看看天晚，弟兄两个再把窝弓下了，爬上树去，直等到五更，又没动静。 xyxy=(9,203,397,215)
chapter-title-line-2: 宋公明三打祝家庄 xyxy=(15,28,65,35)
paragraph: “小人路见不平，独力难救。只想一者沾亲，二乃义气为重，特地与他通个消息。他说道：‘只除是姐姐便救得我。’若不早早用心着力，难以救拔。”顾大嫂听罢，一片声叫起苦来，便叫火家：“快去寻得二哥家来说话！” xyxy=(9,709,398,722)
paragraph: 栾廷玉大喜，当下都引一行人进庄里来，再拽起了吊桥，关上了庄门。孙立一行人安顿车仗人马，更换衣裳，都在前厅来相见祝朝奉，与祝龙、祝虎、祝彪三杰都相见了，一家儿都在厅前相接。 xyxy=(18,1425,368,1429)
